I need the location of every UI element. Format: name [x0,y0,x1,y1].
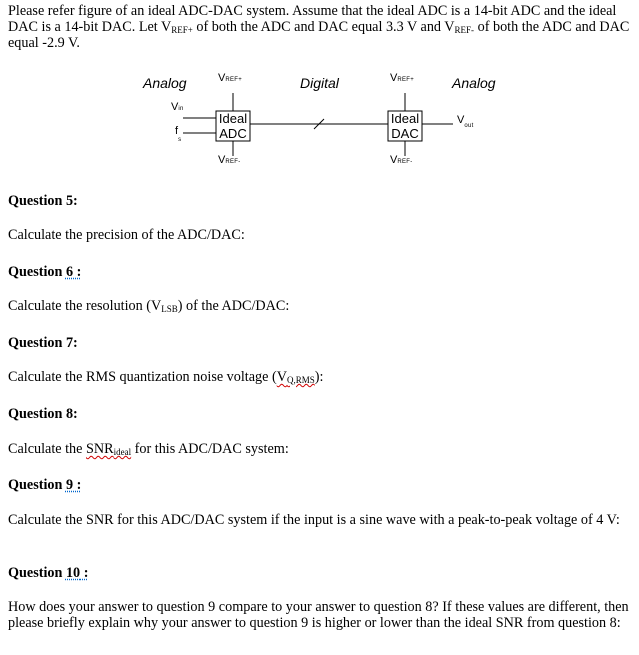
adc-vref-plus-label: VREF+ [218,72,243,84]
question-10-body: How does your answer to question 9 compare to your answer to question 8? If these values are different, then please briefly explain why your answer to question 9 is higher or lower than the ideal SNR from question 8: [8,599,629,631]
question-6-title: Question 6 : [8,264,82,280]
intro-paragraph [8,3,634,51]
adc-dac-diagram [0,68,639,178]
intro-text-2: of both the ADC and DAC equal 3.3 V and V [192,19,455,35]
question-8-title: Question 8: [8,406,78,422]
adc-block-label [216,111,250,141]
label-analog-left: Analog [143,75,187,91]
question-10-title: Question 10 : [8,565,89,581]
question-9-body: Calculate the SNR for this ADC/DAC system if the input is a sine wave with a peak-to-peak voltage of 4 V: [8,512,620,528]
intro-sub-ref-plus: REF+ [171,25,193,35]
question-9-title: Question 9 : [8,477,82,493]
question-7-body: Calculate the RMS quantization noise voltage $(V_{Q,RMS})$: [8,369,324,385]
dac-line-1: Ideal [390,111,420,126]
intro-text-3: of both the ADC and DAC equal -2.9 V. [8,19,630,51]
intro-text-1: Please refer figure of an ideal ADC-DAC system. Assume that the ideal ADC is a 14-bit ADC and the ideal DAC is a 14-bit DAC. Let V [8,3,617,35]
label-digital: Digital [300,75,339,91]
vin-label: Vin [171,101,184,113]
question-6-body: Calculate the resolution $(V_{LSB})$ of the ADC/DAC: [8,298,290,314]
dac-line-2: DAC [391,126,419,141]
question-5-title: Question 5: [8,193,78,209]
adc-vref-minus-label: VREF- [218,154,241,166]
dac-vref-minus-label: VREF- [390,154,413,166]
label-analog-right: Analog [452,75,496,91]
question-8-body: Calculate the $SNR_{ideal}$ for this ADC/DAC system: [8,441,289,457]
vout-label: $V_{out}$ [457,114,474,129]
dac-block-label [388,111,422,141]
dac-vref-plus-label: VREF+ [390,72,415,84]
question-7-title: Question 7: [8,335,78,351]
adc-line-1: Ideal [218,111,248,126]
adc-line-2: ADC [219,126,247,141]
intro-sub-ref-minus: REF- [454,25,475,35]
fs-label: $f_s$ [175,125,182,143]
question-5-body: Calculate the precision of the ADC/DAC: [8,227,245,243]
